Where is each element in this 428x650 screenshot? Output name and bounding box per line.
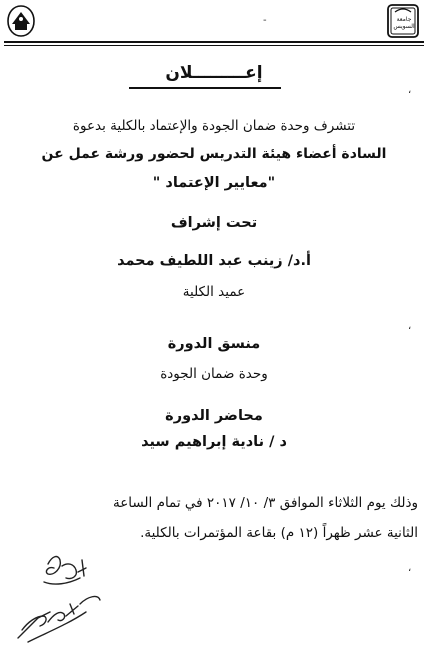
university-logo-text: جامعة السويس (393, 16, 415, 30)
handwritten-signature (8, 546, 120, 644)
supervisor-role: عميد الكلية (182, 284, 246, 300)
coordinator-name: وحدة ضمان الجودة (160, 366, 268, 382)
supervisor-name: أ.د/ زينب عبد اللطيف محمد (117, 253, 311, 269)
coordinator-heading: منسق الدورة (167, 336, 261, 352)
lecturer-name: د / نادية إبراهيم سيد (141, 434, 287, 450)
workshop-topic: "معايير الإعتماد " (152, 175, 276, 191)
closing-line-2: الثانية عشر ظهراً (١٢ م) بقاعة المؤتمرات بالكلية. (140, 525, 418, 541)
closing-line-1: وذلك يوم الثلاثاء الموافق ٣/ ١٠/ ٢٠١٧ في تمام الساعة (112, 495, 418, 511)
header-mark: - (263, 15, 267, 26)
margin-mark: ، (408, 321, 412, 332)
lecturer-heading: محاضر الدورة (165, 408, 263, 424)
margin-mark: ، (408, 85, 412, 96)
supervision-heading: تحت إشراف (170, 215, 258, 231)
header-rule-thick (4, 41, 424, 43)
margin-mark: ، (408, 563, 412, 574)
announcement-title: إعـــــــــلان (165, 63, 263, 83)
faculty-logo-icon (6, 4, 36, 38)
title-underline (129, 87, 281, 89)
header-rule-thin (4, 45, 424, 46)
announcement-line-1: تتشرف وحدة ضمان الجودة والإعتماد بالكلية بدعوة (72, 118, 356, 134)
announcement-line-2: السادة أعضاء هيئة التدريس لحضور ورشة عمل عن (41, 146, 387, 162)
